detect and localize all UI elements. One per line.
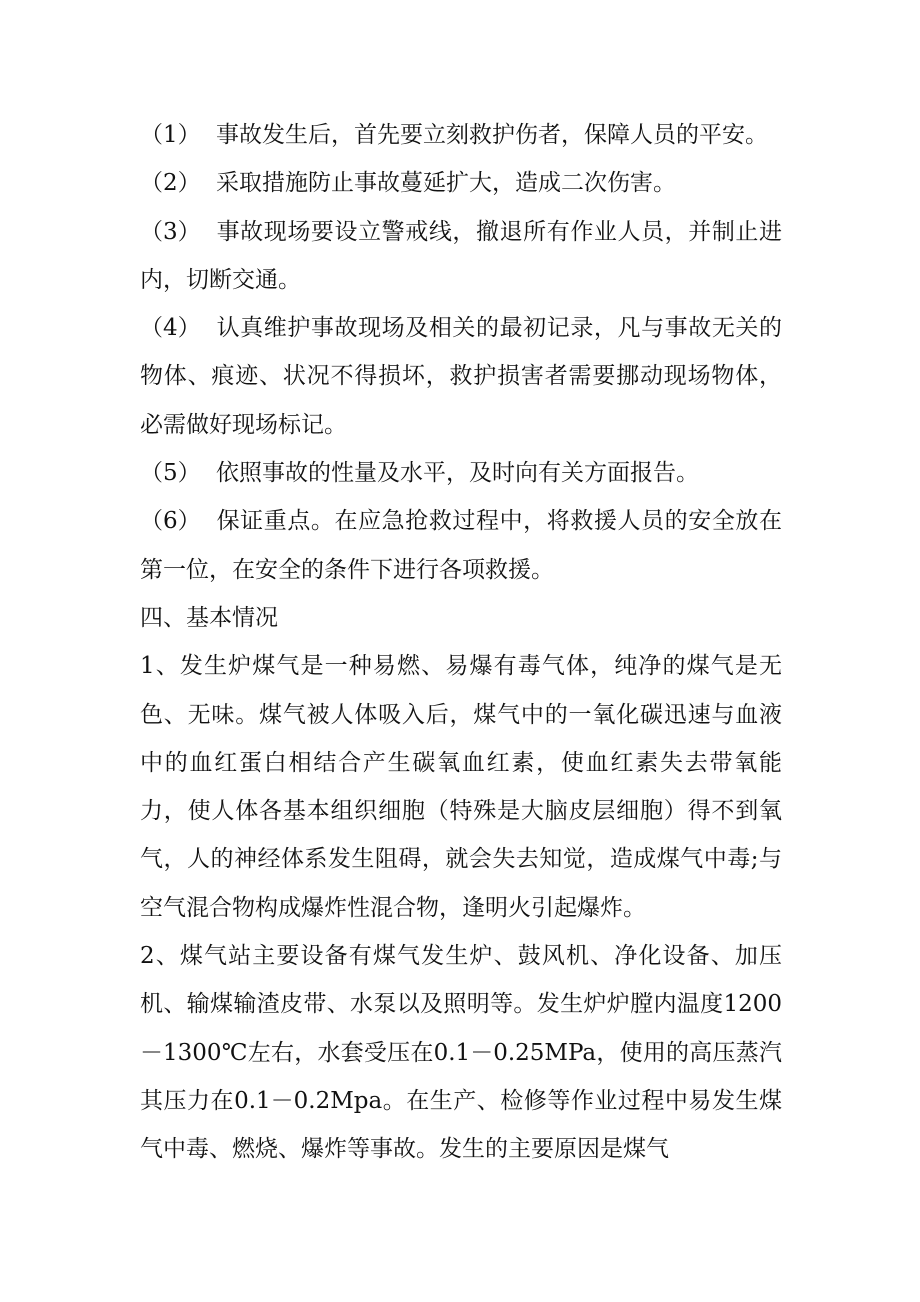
list-marker: （1）	[140, 122, 201, 148]
list-marker: （2）	[140, 170, 201, 197]
list-item-text: 事故发生后，首先要立刻救护伤者，保障人员的平安。	[216, 122, 768, 148]
list-item-2	[140, 159, 782, 207]
list-item-text: 认真维护事故现场及相关的最初记录，凡与事故无关的物体、痕迹、状况不得损坏，救护损害者需要挪动现场物体，必需做好现场标记。	[140, 315, 782, 438]
list-marker: （3）	[140, 218, 201, 245]
list-item-3	[140, 208, 782, 305]
list-item-1	[140, 111, 782, 159]
list-item-6	[140, 497, 782, 594]
body-paragraph-2: 2、煤气站主要设备有煤气发生炉、鼓风机、净化设备、加压机、输煤输渣皮带、水泵以及照明等。发生炉炉膛内温度1200－1300℃左右，水套受压在0.1－0.25MPa，使用的高压蒸汽其压力在0.1－0.2Mpa。在生产、检修等作业过程中易发生煤气中毒、燃烧、爆炸等事故。发生的主要原因是煤气	[140, 943, 782, 1163]
document-page	[140, 111, 782, 1174]
list-item-text: 事故现场要设立警戒线，撤退所有作业人员，并制止进内，切断交通。	[140, 218, 782, 293]
list-item-5	[140, 449, 782, 497]
body-paragraph-1: 1、发生炉煤气是一种易燃、易爆有毒气体，纯净的煤气是无色、无味。煤气被人体吸入后，煤气中的一氧化碳迅速与血液中的血红蛋白相结合产生碳氧血红素，使血红素失去带氧能力，使人体各基本组织细胞（特殊是大脑皮层细胞）得不到氧气，人的神经体系发生阻碍，就会失去知觉，造成煤气中毒;与空气混合物构成爆炸性混合物，逢明火引起爆炸。	[140, 653, 782, 921]
section-heading: 四、基本情况	[140, 604, 278, 631]
list-item-text: 保证重点。在应急抢救过程中，将救援人员的安全放在第一位，在安全的条件下进行各项救援。	[140, 508, 782, 583]
list-marker: （6）	[140, 508, 201, 535]
list-marker: （4）	[140, 315, 201, 342]
list-item-4	[140, 304, 782, 449]
list-marker: （5）	[140, 460, 201, 487]
list-item-text: 依照事故的性量及水平，及时向有关方面报告。	[216, 460, 699, 487]
list-item-text: 采取措施防止事故蔓延扩大，造成二次伤害。	[216, 170, 676, 197]
